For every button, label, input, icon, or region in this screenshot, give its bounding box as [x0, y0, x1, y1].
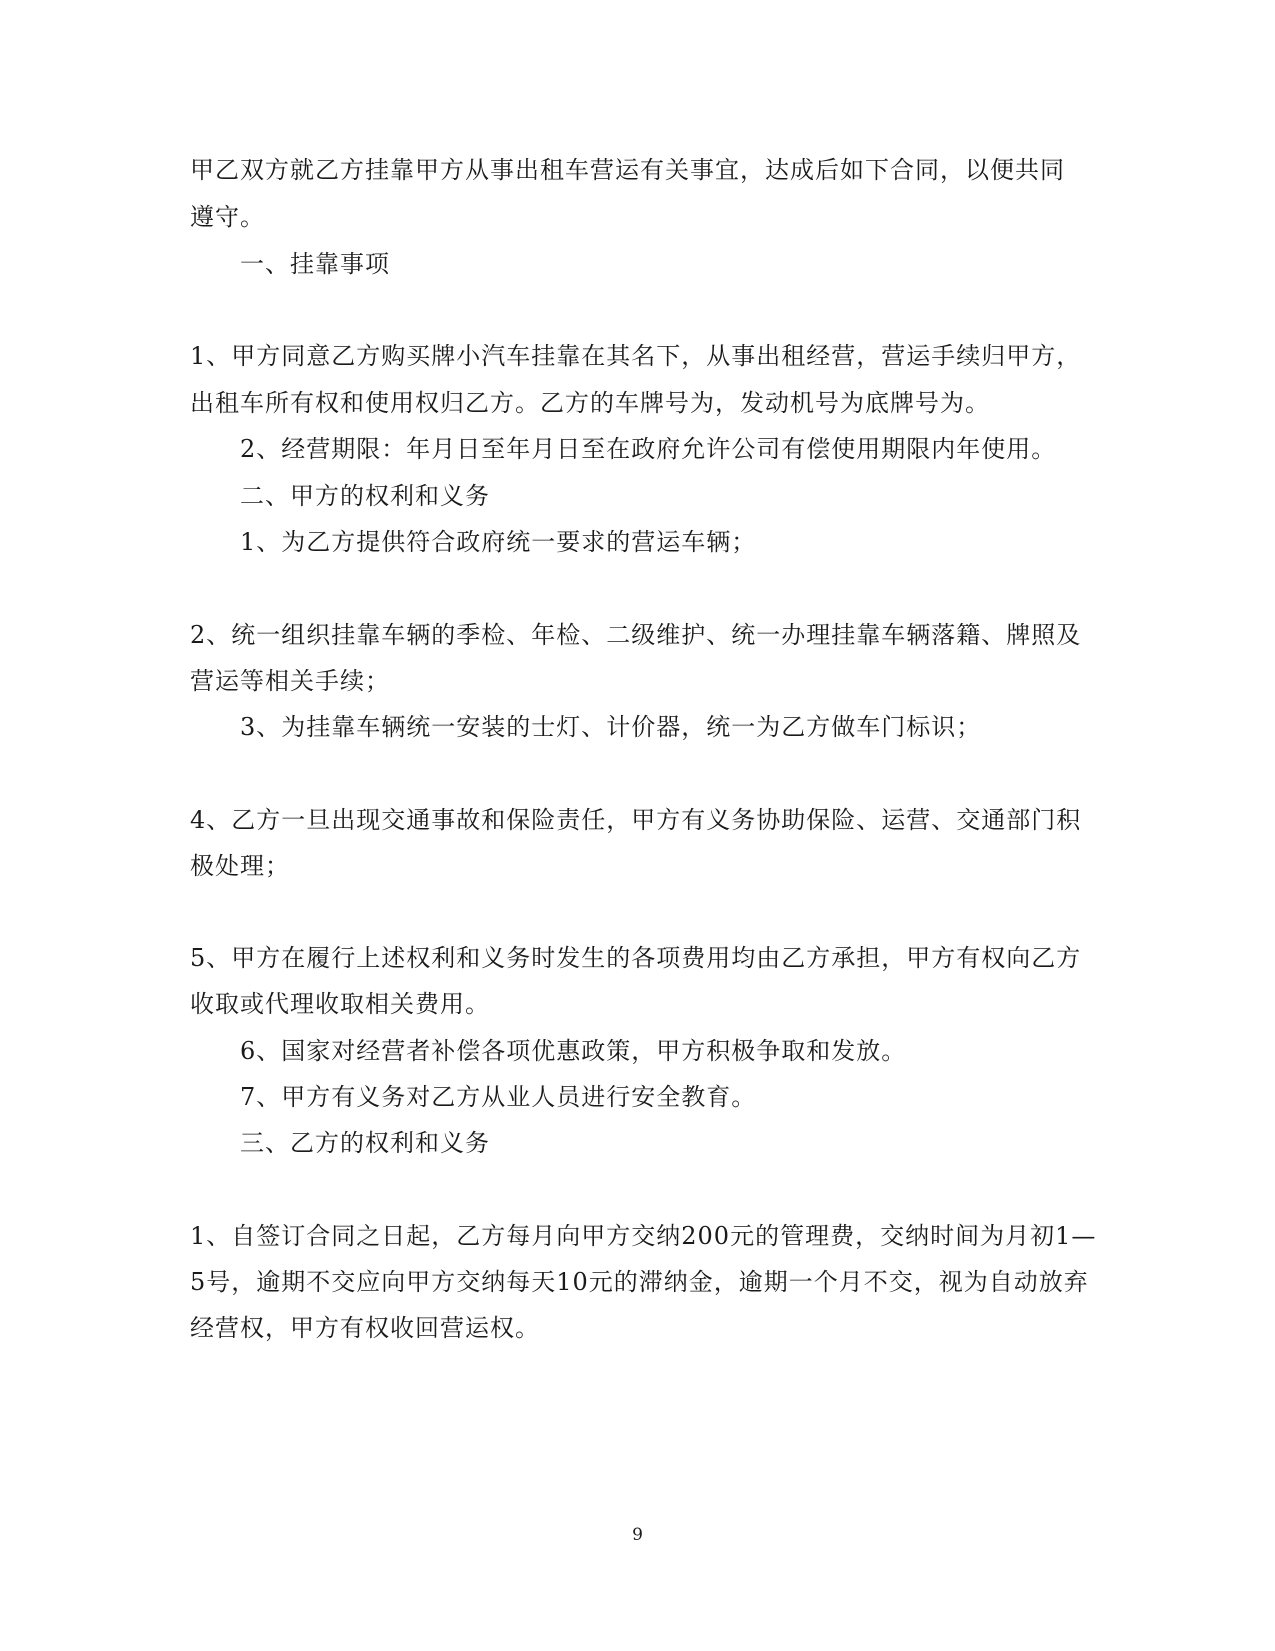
text-line: 4、乙方一旦出现交通事故和保险责任，甲方有义务协助保险、运营、交通部门积 [190, 806, 1082, 834]
section-heading: 三、乙方的权利和义务 [240, 1129, 490, 1157]
text-line: 5、甲方在履行上述权利和义务时发生的各项费用均由乙方承担，甲方有权向乙方 [190, 944, 1082, 972]
text-line: 5号，逾期不交应向甲方交纳每天10元的滞纳金，逾期一个月不交，视为自动放弃 [190, 1268, 1089, 1296]
text-line: 出租车所有权和使用权归乙方。乙方的车牌号为，发动机号为底牌号为。 [190, 389, 990, 417]
text-line: 甲乙双方就乙方挂靠甲方从事出租车营运有关事宜，达成后如下合同，以便共同 [190, 156, 1065, 184]
text-line: 经营权，甲方有权收回营运权。 [190, 1314, 540, 1342]
text-line: 2、经营期限：年月日至年月日至在政府允许公司有偿使用期限内年使用。 [240, 435, 1057, 463]
text-line: 1、为乙方提供符合政府统一要求的营运车辆； [240, 528, 757, 556]
text-line: 营运等相关手续； [190, 667, 390, 695]
text-line: 极处理； [190, 852, 290, 880]
section-heading: 一、挂靠事项 [240, 250, 390, 278]
page-number: 9 [632, 1525, 643, 1545]
text-line: 7、甲方有义务对乙方从业人员进行安全教育。 [240, 1083, 757, 1111]
text-line: 遵守。 [190, 203, 265, 231]
text-line: 收取或代理收取相关费用。 [190, 990, 490, 1018]
text-line: 2、统一组织挂靠车辆的季检、年检、二级维护、统一办理挂靠车辆落籍、牌照及 [190, 621, 1082, 649]
text-line: 1、自签订合同之日起，乙方每月向甲方交纳200元的管理费，交纳时间为月初1— [190, 1222, 1097, 1250]
section-heading: 二、甲方的权利和义务 [240, 482, 490, 510]
text-line: 6、国家对经营者补偿各项优惠政策，甲方积极争取和发放。 [240, 1037, 907, 1065]
text-line: 1、甲方同意乙方购买牌小汽车挂靠在其名下，从事出租经营，营运手续归甲方， [190, 342, 1082, 370]
text-line: 3、为挂靠车辆统一安装的士灯、计价器，统一为乙方做车门标识； [240, 713, 982, 741]
